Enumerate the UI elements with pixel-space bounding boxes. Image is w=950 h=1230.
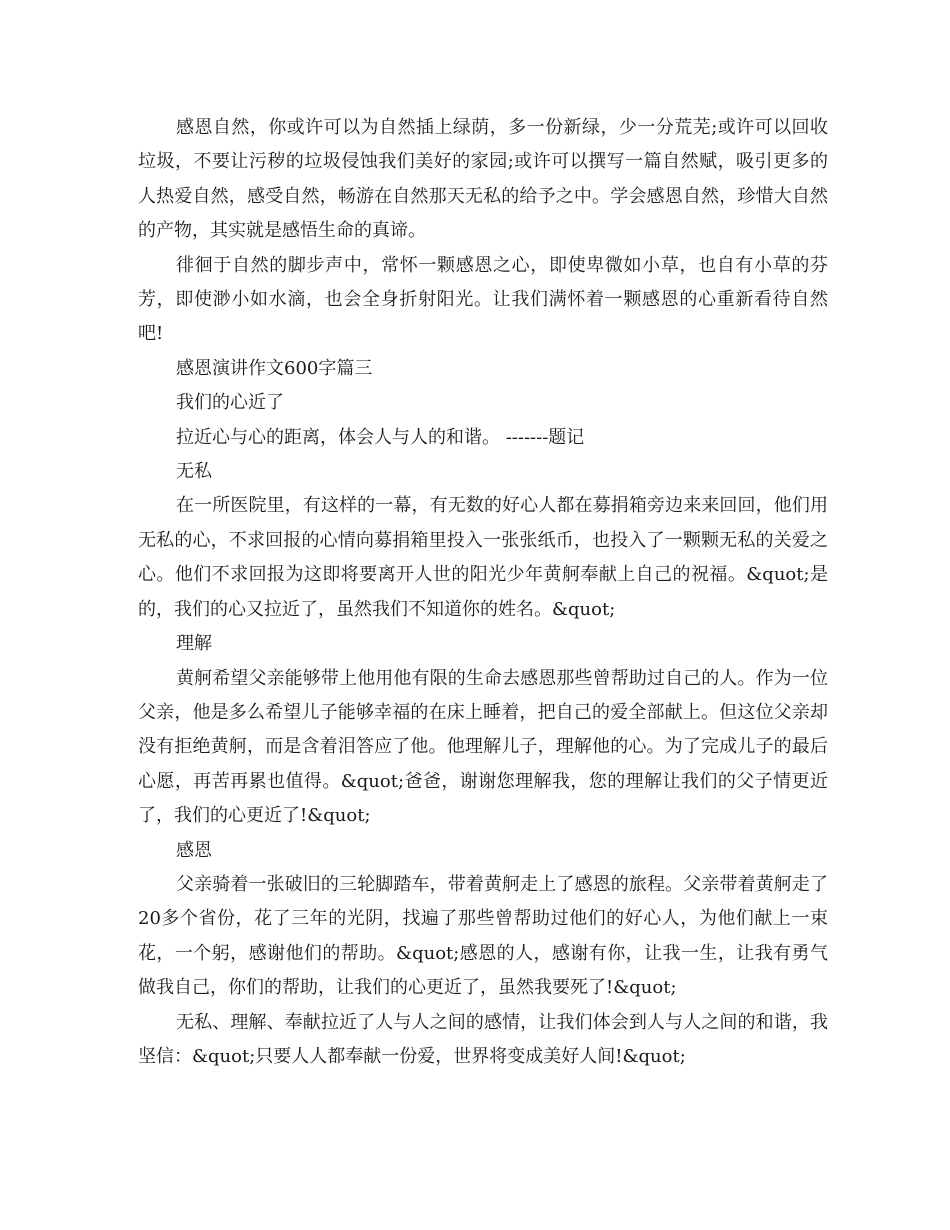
paragraph-gratitude-nature: 感恩自然，你或许可以为自然插上绿荫，多一份新绿，少一分荒芜;或许可以回收垃圾，不要让污秽的垃圾侵蚀我们美好的家园;或许可以撰写一篇自然赋，吸引更多的人热爱自然，感受自然，畅游在自然那天无私的给予之中。学会感恩自然，珍惜大自然的产物，其实就是感悟生命的真谛。 <box>138 117 828 242</box>
epigraph: 拉近心与心的距离，体会人与人的和谐。 -------题记 <box>176 426 585 448</box>
section-heading-gratitude: 感恩 <box>176 839 212 861</box>
paragraph-conclusion: 无私、理解、奉献拉近了人与人之间的感情，让我们体会到人与人之间的和谐，我坚信：&quot;只要人人都奉献一份爱，世界将变成美好人间!&quot; <box>138 1011 828 1067</box>
section-heading-understanding: 理解 <box>176 633 212 655</box>
essay-title: 感恩演讲作文600字篇三 <box>176 357 373 379</box>
paragraph-journey: 父亲骑着一张破旧的三轮脚踏车，带着黄舸走上了感恩的旅程。父亲带着黄舸走了20多个省份，花了三年的光阴，找遍了那些曾帮助过他们的好心人，为他们献上一束花，一个躬，感谢他们的帮助。&quot;感恩的人，感谢有你，让我一生，让我有勇气做我自己，你们的帮助，让我们的心更近了，虽然我要死了!&quot; <box>138 873 828 999</box>
essay-subtitle: 我们的心近了 <box>176 392 284 414</box>
paragraph-hospital: 在一所医院里，有这样的一幕，有无数的好心人都在募捐箱旁边来来回回，他们用无私的心，不求回报的心情向募捐箱里投入一张张纸币，也投入了一颗颗无私的关爱之心。他们不求回报为这即将要离开人世的阳光少年黄舸奉献上自己的祝福。&quot;是的，我们的心又拉近了，虽然我们不知道你的姓名。&quot; <box>138 495 828 620</box>
paragraph-wandering-nature: 徘徊于自然的脚步声中，常怀一颗感恩之心，即使卑微如小草，也自有小草的芬芳，即使渺小如水滴，也会全身折射阳光。让我们满怀着一颗感恩的心重新看待自然吧! <box>138 254 828 345</box>
section-heading-selfless: 无私 <box>176 461 212 483</box>
paragraph-father: 黄舸希望父亲能够带上他用他有限的生命去感恩那些曾帮助过自己的人。作为一位父亲，他是多么希望儿子能够幸福的在床上睡着，把自己的爱全部献上。但这位父亲却没有拒绝黄舸，而是含着泪答应了他。他理解儿子，理解他的心。为了完成儿子的最后心愿，再苦再累也值得。&quot;爸爸，谢谢您理解我，您的理解让我们的父子情更近了，我们的心更近了!&quot; <box>138 667 828 827</box>
